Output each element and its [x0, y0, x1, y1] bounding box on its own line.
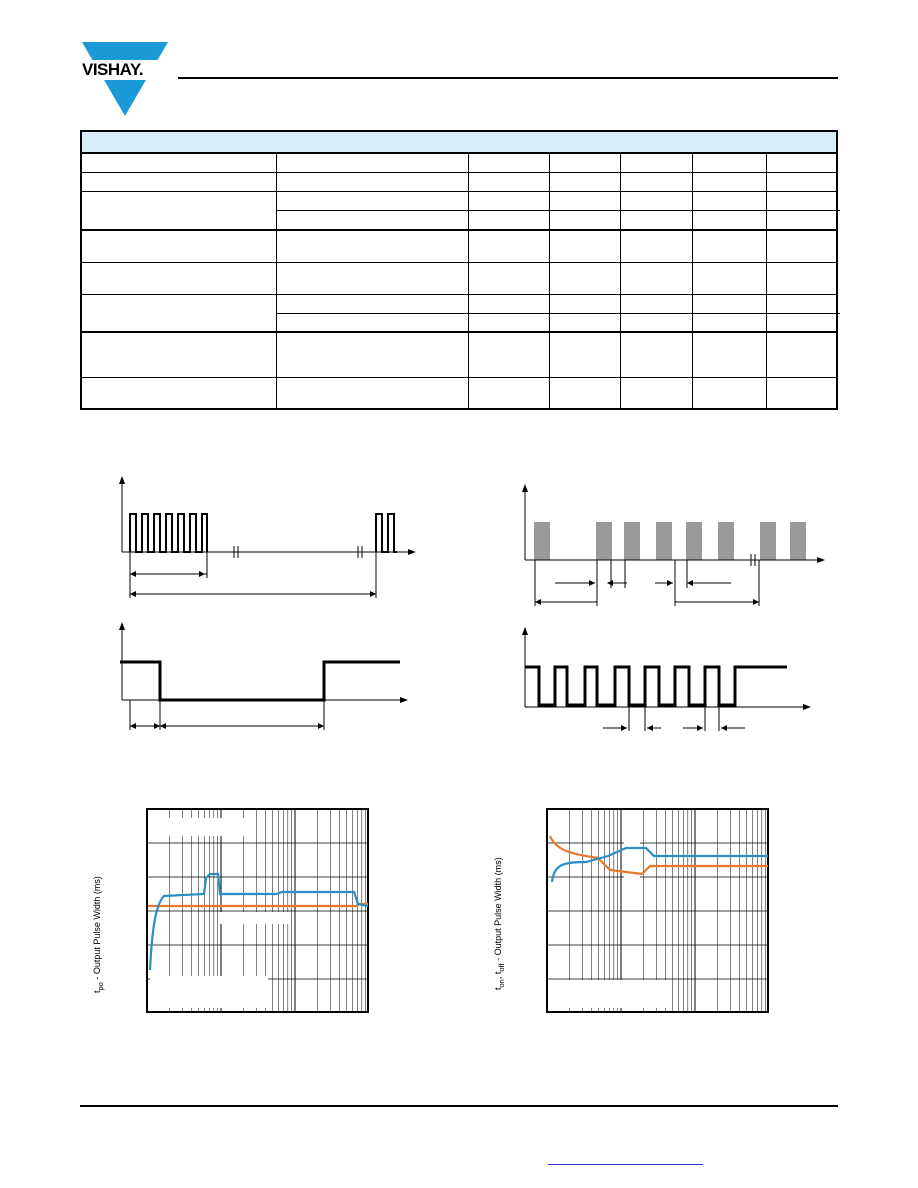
right-graph-label-box: [554, 980, 668, 1008]
left-graph-label-box: [220, 912, 290, 924]
table-row-divider: [82, 191, 836, 192]
left-graph-label-box: [150, 976, 268, 1008]
left-graph-ylabel: $t_{po}$ - Output Pulse Width (ms): [92, 876, 105, 993]
table-col-divider: [276, 154, 277, 410]
table-col-divider: [468, 154, 469, 410]
header-rule: [178, 77, 838, 79]
left-graph-label-box: [162, 818, 248, 836]
timing-diagram-square-wave: [515, 625, 825, 740]
table-col-divider: [620, 154, 621, 410]
right-graph: [546, 808, 770, 1014]
footer-rule: [80, 1105, 838, 1107]
left-graph: [146, 808, 370, 1014]
table-row-divider: [82, 294, 836, 295]
timing-diagram-output: [110, 620, 420, 740]
right-graph-ylabel: $t_{on}$, $t_{off}$ - Output Pulse Width (ms): [493, 857, 506, 990]
spec-table: [80, 130, 838, 410]
table-row-divider: [82, 331, 836, 333]
timing-diagram-burst: [110, 470, 430, 610]
brand-name: VISHAY.: [82, 60, 144, 79]
table-row-divider: [277, 313, 840, 314]
footer-link-underline[interactable]: [548, 1164, 703, 1165]
table-title-band: [82, 132, 836, 154]
table-row-divider: [82, 377, 836, 378]
right-graph-label-box: [624, 820, 640, 904]
table-col-divider: [549, 154, 550, 410]
timing-diagram-multi-burst: [515, 480, 835, 610]
table-row-divider: [82, 229, 836, 231]
table-row-divider: [82, 172, 836, 173]
table-col-divider: [692, 154, 693, 410]
table-row-divider: [277, 210, 840, 211]
table-row-divider: [82, 262, 836, 263]
table-col-divider: [766, 154, 767, 410]
